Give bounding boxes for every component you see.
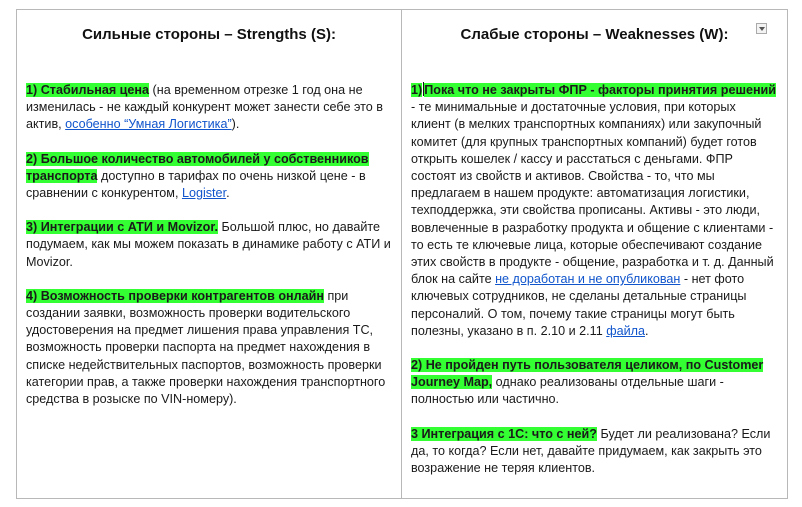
weakness-item-3: 3 Интеграция с 1С: что с ней? Будет ли реализована? Если да, то когда? Если нет, давайте придумаем, как закрыть это возражение не теряя клиентов. [411,426,771,476]
dropdown-menu-icon[interactable] [756,23,767,34]
strengths-title: Сильные стороны – Strengths (S): [82,26,336,43]
strength-item-4: 4) Возможность проверки контрагентов онлайн при создании заявки, возможность проверки водительского удостоверения на предмет лишения права управления ТС, возможность проверки паспорта на предмет нахождения в списке недействительных паспортов, возможность проверки категории прав, а также проверки нахождения транспортного средства в розыске по VIN-номеру). [26,288,386,407]
weakness-item-2: 2) Не пройден путь пользователя целиком, по Customer Journey Map, однако реализованы отдельные шаги - полностью или частично. [411,358,764,407]
strength-item-2: 2) Большое количество автомобилей у собственников транспорта доступно в тарифах по очень низкой цене - в сравнении с конкурентом, Logister. [26,151,369,201]
strength-item-1: 1) Стабильная цена (на временном отрезке 1 год она не изменилась - не каждый конкурент может занести себе это в актив, особенно “Умная Логистика”). [26,83,383,132]
strengths-column [17,10,402,498]
swot-table [16,9,788,499]
umnaya-logistika-link[interactable]: особенно “Умная Логистика” [65,117,232,132]
not-published-link[interactable]: не доработан и не опубликован [495,272,681,287]
file-link[interactable]: файла [606,323,645,338]
logister-link[interactable]: Logister [181,186,227,201]
weakness-item-1: 1) Пока что не закрыты ФПР - факторы принятия решений - те минимальные и достаточные условия, при которых клиент (в мелких транспортных компаниях) или закупочный комитет (для крупных транспортных компаний) будет готов открыть кошелек / кассу и расстаться с деньгами. ФПР состоят из свойств и активов. Свойства - то, что мы предлагаем в нашем продукте: автоматизация логистики, техподдержка, эти свойства прописаны. Активы - это люди, вовлеченные в разработку продукта и общение с клиентами - то есть те ключевые лица, которые обеспечивают создание этих свойств в продукте - общение, разработка и т. д. Данный блок на сайте не доработан и не опубликован - нет фото ключевых сотрудников, не сделаны детальные страницы персоналий. О том, почему такие страницы могут быть полезны, указано в п. 2.10 и 2.11 файла. [411,83,777,338]
weaknesses-column [402,10,787,498]
strength-item-3: 3) Интеграции с АТИ и Movizor. Большой плюс, но давайте подумаем, как мы можем показать в динамике работу с АТИ и Movizor. [26,220,391,269]
weaknesses-title: Слабые стороны – Weaknesses (W): [460,26,729,43]
